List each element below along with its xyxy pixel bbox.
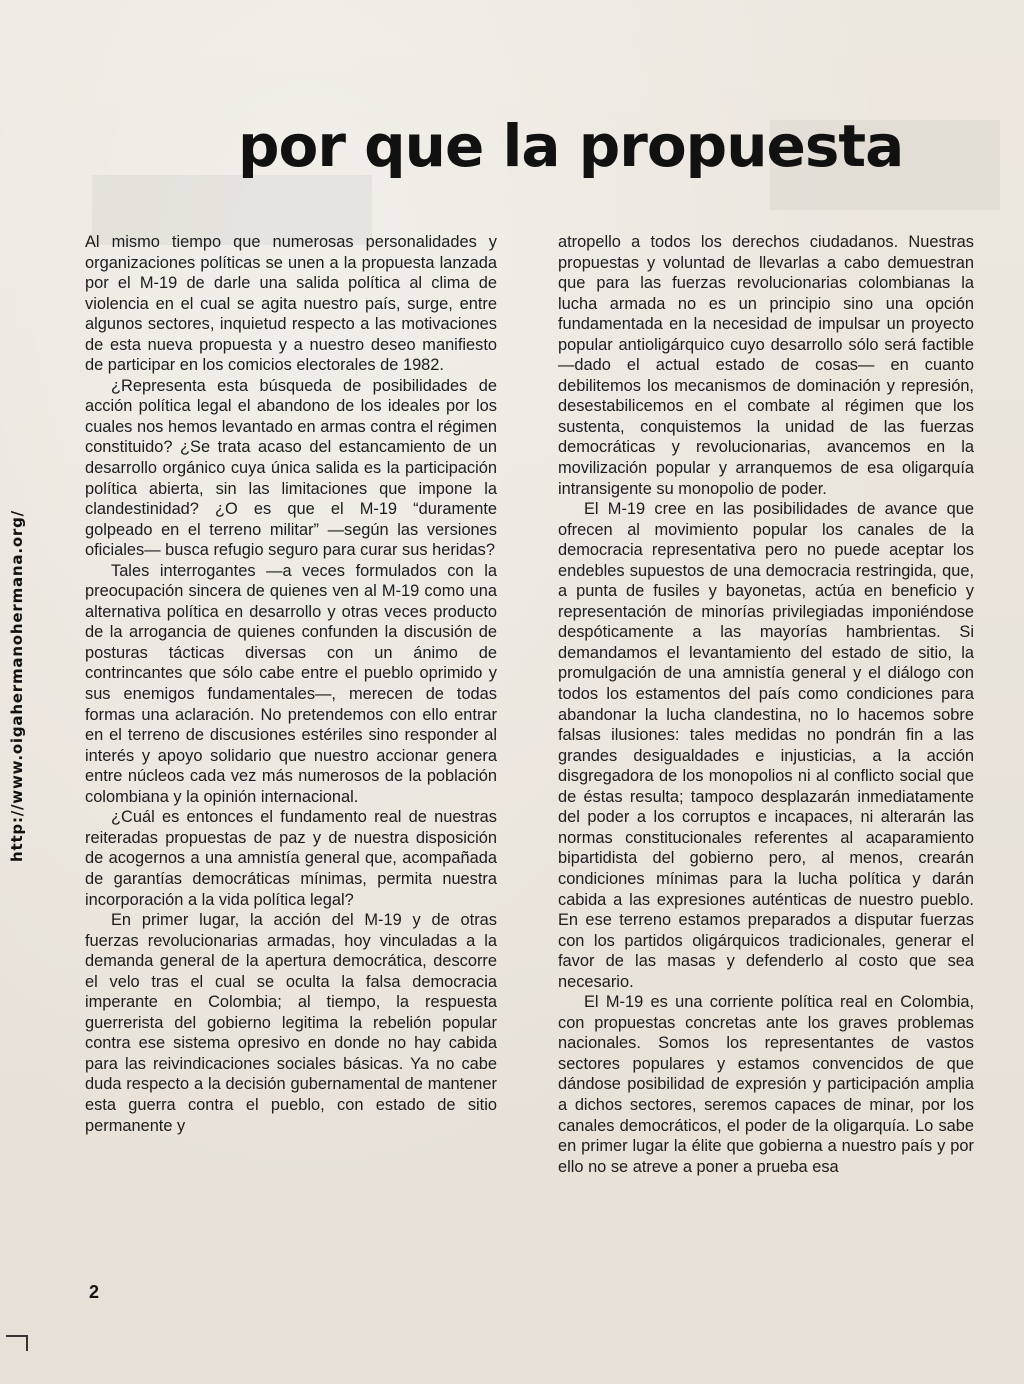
left-column (85, 232, 497, 1136)
article-title: por que la propuesta (238, 112, 904, 180)
paragraph: Al mismo tiempo que numerosas personalidades y organizaciones políticas se unen a la propuesta lanzada por el M-19 de darle una salida política al clima de violencia en el cual se agita nuestro país, surge, entre algunos sectores, inquietud respecto a las motivaciones de esta nueva propuesta y a nuestro deseo manifiesto de participar en los comicios electorales de 1982. (85, 233, 497, 375)
paragraph: El M-19 cree en las posibilidades de avance que ofrecen al movimiento popular los canales de la democracia representativa pero no puede aceptar los endebles supuestos de una democracia restringida, que, a punta de fusiles y bayonetas, actúa en beneficio y representación de minorías privilegiadas imponiéndose despóticamente a las mayorías hambrientas. Si demandamos el levantamiento del estado de sitio, la promulgación de una amnistía general y el diálogo con todos los estamentos del país como condiciones para abandonar la lucha clandestina, no lo hacemos sobre falsas ilusiones: tales medidas no pondrán fin a las grandes desigualdades e injusticias, a la acción disgregadora de los monopolios ni al conflicto social que de éstas resulta; tampoco desplazarán inmediatamente del poder a los corruptos e incapaces, ni alterarán las normas constitucionales referentes al acaparamiento bipartidista del gobierno pero, al menos, crearán condiciones mínimas para la lucha política y darán cabida a las expresiones auténticas de nuestro pueblo. En ese terreno estamos preparados a disputar fuerzas con los partidos oligárquicos tradicionales, generar el favor de las masas y defenderlo al costo que sea necesario. (558, 500, 974, 991)
sidebar-url: http://www.oigahermanohermana.org/ (8, 510, 26, 862)
paragraph: El M-19 es una corriente política real en Colombia, con propuestas concretas ante los graves problemas nacionales. Somos los representantes de vastos sectores populares y estamos convencidos de que dándose posibilidad de expresión y participación amplia a dichos sectores, seremos capaces de minar, por los canales democráticos, el poder de la oligarquía. Lo sabe en primer lugar la élite que gobierna a nuestro país y por ello no se atreve a poner a prueba esa (558, 993, 974, 1176)
crop-mark (6, 1330, 28, 1352)
paragraph: ¿Cuál es entonces el fundamento real de nuestras reiteradas propuestas de paz y de nuestra disposición de acogernos a una amnistía general que, acompañada de garantías democráticas mínimas, permita nuestra incorporación a la vida política legal? (85, 808, 497, 909)
paragraph: En primer lugar, la acción del M-19 y de otras fuerzas revolucionarias armadas, hoy vinculadas a la demanda general de la apertura democrática, descorre el velo tras el cual se oculta la falsa democracia imperante en Colombia; al tiempo, la respuesta guerrerista del gobierno legitima la rebelión popular contra ese sistema opresivo en donde no hay cabida para las reivindicaciones sociales básicas. Ya no cabe duda respecto a la decisión gubernamental de mantener esta guerra contra el pueblo, con estado de sitio permanente y (85, 911, 497, 1135)
paragraph: ¿Representa esta búsqueda de posibilidades de acción política legal el abandono de los ideales por los cuales nos hemos levantado en armas contra el régimen constituido? ¿Se trata acaso del estancamiento de un desarrollo orgánico cuya única salida es la participación política abierta, sin las limitaciones que impone la clandestinidad? ¿O es que el M-19 “duramente golpeado en el terreno militar” —según las versiones oficiales— busca refugio seguro para curar sus heridas? (85, 376, 497, 560)
right-column (558, 232, 974, 1177)
page-number: 2 (89, 1282, 100, 1302)
paragraph: Tales interrogantes —a veces formulados con la preocupación sincera de quienes ven al M-19 como una alternativa política en desarrollo y otras veces producto de la arrogancia de quienes confunden la discusión de posturas tácticas diversas con un ánimo de contrincantes que sólo cabe entre el pueblo oprimido y sus enemigos fundamentales—, merecen de todas formas una aclaración. No pretendemos con ello entrar en el terreno de discusiones estériles sino responder al interés y apoyo solidario que nuestro accionar genera entre núcleos cada vez más numerosos de la población colombiana y la opinión internacional. (85, 561, 497, 806)
paragraph: atropello a todos los derechos ciudadanos. Nuestras propuestas y voluntad de llevarlas a cabo demuestran que para las fuerzas revolucionarias colombianas la lucha armada no es un principio sino una opción fundamentada en la necesidad de impulsar un proyecto popular antioligárquico cuyo desarrollo sólo será factible —dado el actual estado de cosas— en cuanto debilitemos los mecanismos de dominación y represión, desestabilicemos en el combate al régimen que los sustenta, conquistemos la unidad de las fuerzas democráticas y revolucionarias, avancemos en la movilización popular y arranquemos de esa oligarquía intransigente su monopolio de poder. (558, 233, 974, 498)
